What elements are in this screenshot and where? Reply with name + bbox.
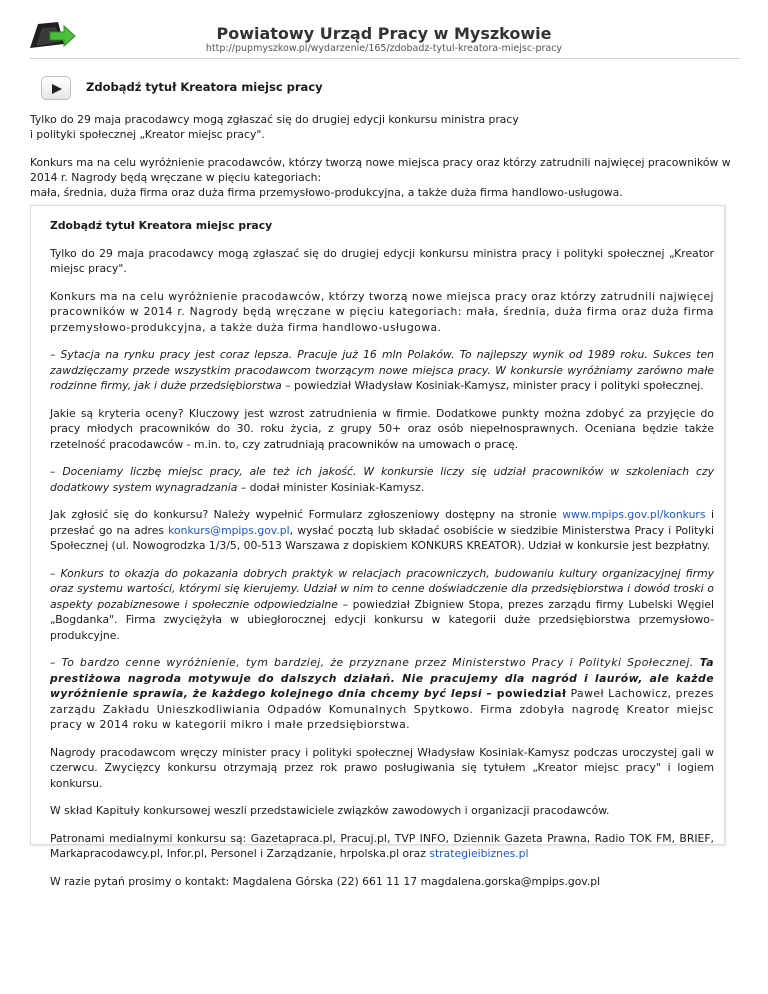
quote-bogdanka-attribution: powiedział Zbigniew Stopa, prezes zarządu firmy Lubelski Węgiel „Bogdanka". Firma zwyciężyła w ubiegłorocznej edycji konkursu w kategorii duże przedsiębiorstwa przemysłowo-produkcyjne. — [50, 597, 714, 642]
header-divider — [30, 58, 740, 59]
article-title: Zdobądź tytuł Kreatora miejsc pracy — [86, 80, 323, 94]
quote-bogdanka: – Konkurs to okazja do pokazania dobrych praktyk w relacjach pracowniczych, budowaniu kultury organizacyjnej firmy oraz systemu wartości, którymi się kierujemy. Udział w nim to cenne doświadczenie dla przedsiębiorstwa i dowód troski o aspekty pozabiznesowe i społecznie odpowiedzialne – — [50, 566, 714, 611]
how-to-apply-text: Jak zgłosić się do konkursu? Należy wypełnić Formularz zgłoszeniowy dostępny na stronie — [50, 508, 563, 521]
intro-line-2: 2014 r. Nagrody będą wręczane w pięciu kategoriach: — [30, 171, 322, 184]
how-to-apply-text-2: i przesłać go na adres — [50, 508, 714, 537]
intro-line-3: mała, średnia, duża firma oraz duża firma przemysłowo-produkcyjna, a także duża firma handlowo-usługowa. — [30, 186, 623, 199]
lead-line-2: i polityki społecznej „Kreator miejsc pracy". — [30, 128, 265, 141]
box-title: Zdobądź tytuł Kreatora miejsc pracy — [50, 219, 273, 232]
site-title: Powiatowy Urząd Pracy w Myszkowie — [216, 24, 552, 43]
box-paragraph-3 — [50, 347, 714, 394]
article-arrow-button[interactable] — [41, 76, 71, 100]
konkurs-email-link[interactable]: konkurs@mpips.gov.pl — [168, 523, 290, 537]
box-paragraph-4: Jakie są kryteria oceny? Kluczowy jest wzrost zatrudnienia w firmie. Dodatkowe punkty można zdobyć za przyjęcie do pracy młodych pracowników do 30. roku życia, z grupy 50+ oraz osób niepełnosprawnych. Oceniana będzie także rzetelność pracodawców - m.in. to, czy zatrudniają pracowników na umowach o pracę. — [50, 406, 714, 451]
box-paragraph-1: Tylko do 29 maja pracodawcy mogą zgłaszać się do drugiej edycji konkursu ministra pracy i polityki społecznej „Kreator miejsc pracy". — [50, 246, 714, 275]
strategieibiznes-link[interactable]: strategieibiznes.pl — [429, 847, 529, 860]
article-lead — [30, 112, 740, 213]
lead-paragraph — [30, 112, 740, 142]
page-url: http://pupmyszkow.pl/wydarzenie/165/zdobadz-tytul-kreatora-miejsc-pracy — [205, 43, 563, 54]
play-arrow-icon — [51, 83, 63, 95]
quote-minister-attribution: powiedział Władysław Kosiniak-Kamysz, minister pracy i polityki społecznej. — [290, 379, 704, 392]
how-to-apply-text-3: , wysłać pocztą lub składać osobiście w siedzibie Ministerstwa Pracy i Polityki Społecznej (ul. Nowogrodzka 1/3/5, 00-513 Warszawa z dopiskiem KONKURS KREATOR). Udział w konkursie jest bezpłatny. — [50, 523, 714, 552]
quote-minister-2: – Doceniamy liczbę miejsc pracy, ale też ich jakość. W konkursie liczy się udział pracowników w szkoleniach czy dodatkowy system wynagradzania – — [50, 465, 714, 494]
quote-minister-2-attribution: dodał minister Kosiniak-Kamysz. — [246, 480, 425, 494]
quote-spytkowo-bold: Ta prestiżowa nagroda motywuje do dalszych działań. Nie pracujemy dla nagród i laurów, ale każde wyróżnienie sprawia, że każdego kolejnego dnia chcemy być lepsi – — [50, 656, 714, 700]
box-paragraph-2: Konkurs ma na celu wyróżnienie pracodawców, którzy tworzą nowe miejsca pracy oraz którzy zatrudnili najwięcej pracowników w 2014 r. Nagrody będą wręczane w pięciu kategoriach: mała, średnia, duża firma oraz duża firma przemysłowo-produkcyjna, a także duża firma handlowo-usługowa. — [50, 289, 714, 334]
box-paragraph-12: W razie pytań prosimy o kontakt: Magdalena Górska (22) 661 11 17 magdalena.gorska@mpips.gov.pl — [50, 874, 601, 888]
media-patrons-text: Patronami medialnymi konkursu są: Gazetapraca.pl, Pracuj.pl, TVP INFO, Dziennik Gazeta Prawna, Radio TOK FM, BRIEF, Markapracodawcy.pl, Infor.pl, Personel i Zarządzanie, hrpolska.pl oraz — [50, 831, 714, 860]
quote-spytkowo-attribution: Paweł Lachowicz, prezes zarządu Zakładu Unieszkodliwiania Odpadów Komunalnych Spytkowo. Firma zdobyła nagrodę Kreator miejsc pracy w 2014 roku w kategorii mikro i małe przedsiębiorstwa. — [50, 687, 714, 731]
quote-minister: – Sytacja na rynku pracy jest coraz lepsza. Pracuje już 16 mln Polaków. To najlepszy wynik od 1989 roku. Sukces ten zawdzięczamy przede wszystkim pracodawcom tworzącym nowe miejsca pracy. W konkursie wyróżniamy zarówno małe rodzinne firmy, jak i duże przedsiębiorstwa – — [50, 348, 714, 392]
box-paragraph-8 — [50, 655, 714, 733]
quote-spytkowo: – To bardzo cenne wyróżnienie, tym bardziej, że przyznane przez Ministerstwo Pracy i Polityki Społecznej. — [50, 656, 694, 669]
box-paragraph-6 — [50, 507, 714, 554]
lead-line-1: Tylko do 29 maja pracodawcy mogą zgłaszać się do drugiej edycji konkursu ministra pracy — [30, 113, 519, 126]
box-paragraph-9: Nagrody pracodawcom wręczy minister pracy i polityki społecznej Władysław Kosiniak-Kamysz podczas uroczystej gali w czerwcu. Zwycięzcy konkursu otrzymają przez rok prawo posługiwania się tytułem „Kreator miejsc pracy" i logiem konkursu. — [50, 745, 714, 790]
intro-line-1: Konkurs ma na celu wyróżnienie pracodawców, którzy tworzą nowe miejsca pracy oraz którzy zatrudnili najwięcej pracowników w — [30, 156, 731, 169]
box-paragraph-10: W skład Kapituły konkursowej weszli przedstawiciele związków zawodowych i organizacji pracodawców. — [50, 804, 610, 817]
box-paragraph-5 — [50, 464, 714, 495]
konkurs-page-link[interactable]: www.mpips.gov.pl/konkurs — [562, 508, 706, 521]
page-header — [0, 0, 768, 62]
box-paragraph-11 — [50, 831, 714, 862]
quote-spytkowo-said: powiedział — [492, 687, 567, 700]
article-content-box — [30, 205, 725, 888]
box-paragraph-7 — [50, 566, 714, 644]
intro-paragraph — [30, 155, 740, 200]
